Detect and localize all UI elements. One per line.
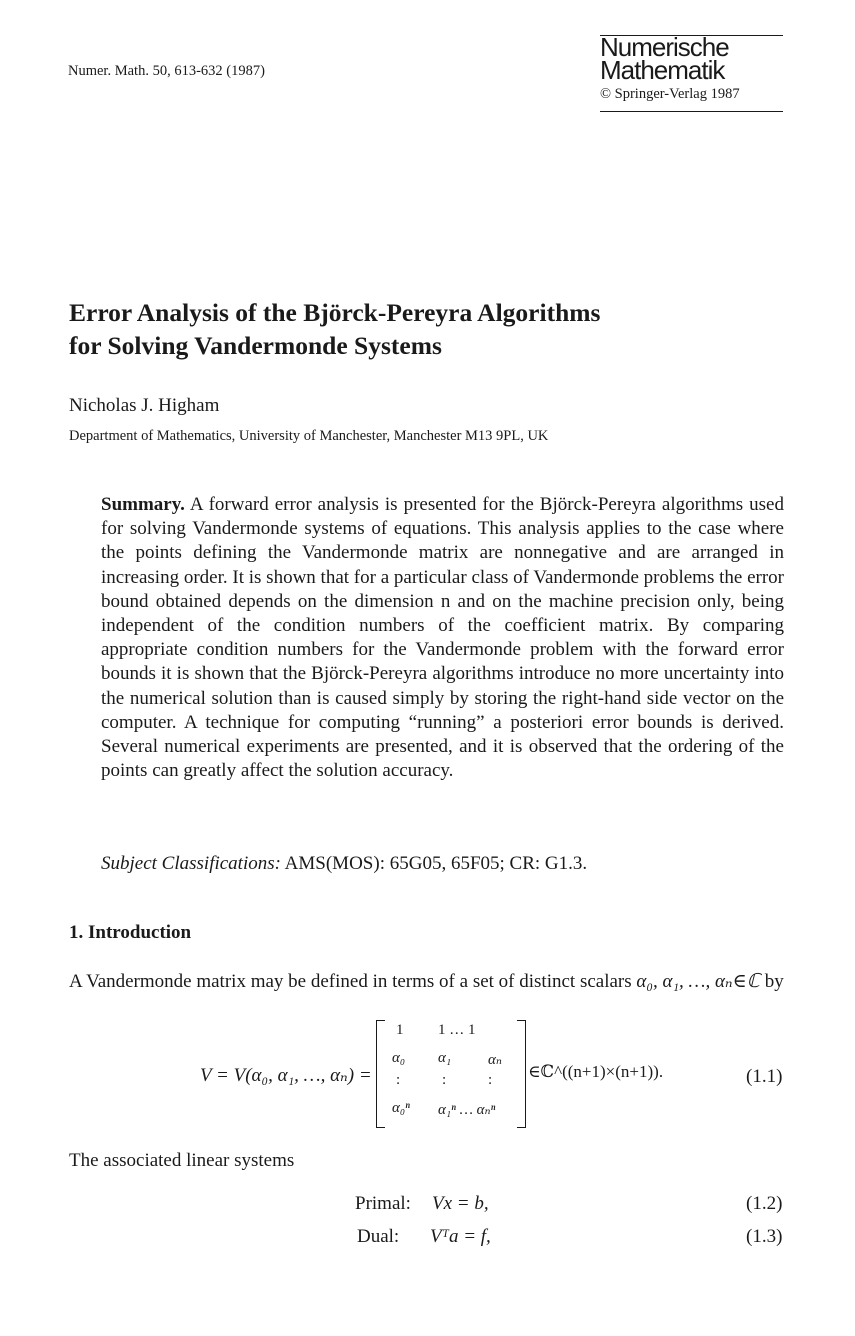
dual-equation: Vᵀa = f, (430, 1226, 491, 1247)
subject-label: Subject Classifications: (101, 853, 281, 874)
matrix-cell: αₙ (488, 1052, 502, 1068)
matrix-cell: 1 (396, 1022, 404, 1038)
section-heading: 1. Introduction (69, 922, 192, 943)
equation-number: (1.1) (746, 1066, 783, 1087)
primal-label: Primal: (355, 1193, 411, 1214)
matrix-cell: 1 … 1 (438, 1022, 476, 1038)
summary-text: A forward error analysis is presented for the Björck-Pereyra algorithms used for solving Vandermonde systems of equations. This analysis applies to the case where the points defining the Vandermonde matrix are nonnegative and are arranged in increasing order. It is shown that for a particular class of Vandermonde problems the error bound obtained depends on the dimension n and on the machine precision only, being independent of the condition numbers of the coefficient matrix. By comparing appropriate condition numbers for the Vandermonde problem with the forward error bounds it is shown that the Björck-Pereyra algorithms introduce no more uncertainty into the numerical solution than is caused simply by storing the right-hand side vector on the computer. A technique for computing “running” a posteriori error bounds is derived. Several numerical experiments are presented, and it is observed that the ordering of the points can greatly affect the solution accuracy. (101, 494, 784, 782)
journal-reference: Numer. Math. 50, 613-632 (1987) (68, 63, 265, 79)
summary-label: Summary. (101, 494, 185, 515)
intro-math: α₀, α₁, …, αₙ∈ℂ (636, 971, 760, 992)
equation-number: (1.2) (746, 1193, 783, 1214)
matrix-cell: α₁ⁿ … αₙⁿ (438, 1102, 496, 1118)
title-line-2: for Solving Vandermonde Systems (69, 331, 442, 360)
vandermonde-matrix (376, 1020, 526, 1128)
matrix-cell: : (396, 1072, 401, 1088)
matrix-cell: : (442, 1072, 447, 1088)
copyright: © Springer-Verlag 1987 (600, 86, 740, 102)
dual-label: Dual: (357, 1226, 400, 1247)
summary-block (101, 493, 784, 783)
primal-equation: Vx = b, (432, 1193, 489, 1214)
brand-line-2: Mathematik (600, 55, 725, 85)
associated-systems-text: The associated linear systems (69, 1150, 295, 1171)
equation-1-1-lhs: V = V(α₀, α₁, …, αₙ) = (200, 1065, 372, 1086)
brand-bottom-rule (600, 111, 783, 112)
matrix-left-bracket (376, 1020, 385, 1128)
title-line-1: Error Analysis of the Björck-Pereyra Algorithms (69, 298, 601, 327)
subject-classifications (101, 853, 587, 875)
intro-paragraph (69, 970, 785, 995)
matrix-cell: α₁ (438, 1050, 452, 1066)
subject-value: AMS(MOS): 65G05, 65F05; CR: G1.3. (284, 853, 588, 874)
journal-brand (600, 32, 783, 112)
matrix-cell: α₀ⁿ (392, 1100, 410, 1116)
paper-title (69, 296, 769, 362)
intro-text: A Vandermonde matrix may be defined in terms of a set of distinct scalars (69, 971, 632, 992)
affiliation: Department of Mathematics, University of Manchester, Manchester M13 9PL, UK (69, 428, 549, 444)
equation-number: (1.3) (746, 1226, 783, 1247)
brand-line-1: Numerische (600, 32, 729, 62)
equation-1-1-membership: ∈ℂ^((n+1)×(n+1)). (528, 1062, 664, 1081)
matrix-right-bracket (517, 1020, 526, 1128)
matrix-cell: : (488, 1072, 493, 1088)
author-name: Nicholas J. Higham (69, 395, 220, 416)
intro-end: by (764, 971, 784, 992)
matrix-cell: α₀ (392, 1050, 406, 1066)
